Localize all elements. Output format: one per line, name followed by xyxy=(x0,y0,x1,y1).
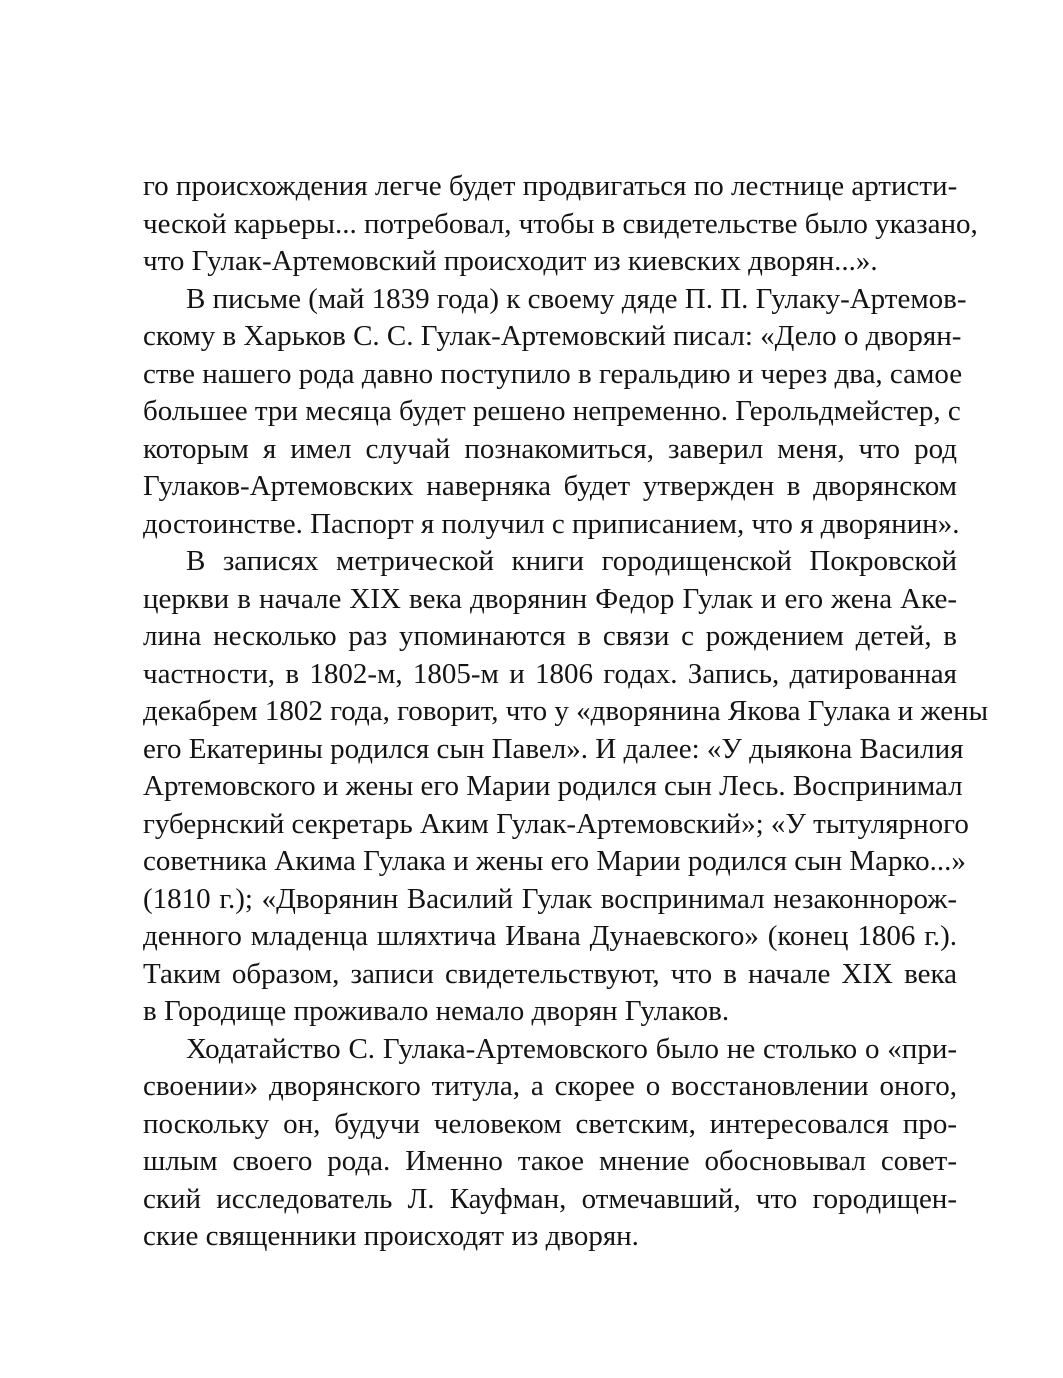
text-line: ческой карьеры... потребовал, чтобы в свидетельстве было указано, xyxy=(143,207,978,240)
text-line: стве нашего рода давно поступило в геральдию и через два, самое xyxy=(143,357,963,390)
text-line: В записях метрической книги городищенской Покровской xyxy=(186,545,957,577)
text-line: лина несколько раз упоминаются в связи с рождением детей, в xyxy=(143,620,957,652)
text-line: ский исследователь Л. Кауфман, отмечавший, что городищен- xyxy=(143,1182,957,1215)
text-line: декабрем 1802 года, говорит, что у «дворянина Якова Гулака и жены xyxy=(143,695,989,727)
text-line: Гулаков-Артемовских наверняка будет утвержден в дворянском xyxy=(143,470,957,502)
text-line: частности, в 1802-м, 1805-м и 1806 годах. Запись, датированная xyxy=(143,657,957,690)
text-line: достоинстве. Паспорт я получил с приписанием, что я дворянин». xyxy=(143,507,960,540)
paragraph-3 xyxy=(143,543,989,1031)
text-line: губернский секретарь Аким Гулак-Артемовский»; «У тытулярного xyxy=(143,807,969,840)
text-line: своении» дворянского титула, а скорее о восстановлении оного, xyxy=(143,1070,957,1102)
text-line: В письме (май 1839 года) к своему дяде П. П. Гулаку-Артемов- xyxy=(186,282,967,315)
text-line: что Гулак-Артемовский происходит из киевских дворян...». xyxy=(143,245,878,277)
text-line: скому в Харьков С. С. Гулак-Артемовский писал: «Дело о дворян- xyxy=(143,320,962,352)
paragraph-2 xyxy=(143,281,967,544)
body-text xyxy=(143,168,989,1256)
text-line: советника Акима Гулака и жены его Марии родился сын Марко...» xyxy=(143,845,966,877)
text-line: церкви в начале XIX века дворянин Федор Гулак и его жена Аке- xyxy=(143,582,957,615)
text-line: (1810 г.); «Дворянин Василий Гулак воспринимал незаконнорож- xyxy=(143,882,957,915)
paragraph-1 xyxy=(143,168,978,281)
text-line: го происхождения легче будет продвигаться по лестнице артисти- xyxy=(143,170,958,202)
text-line: в Городище проживало немало дворян Гулаков. xyxy=(143,995,730,1027)
text-line: большее три месяца будет решено непременно. Герольдмейстер, с xyxy=(143,395,961,427)
text-line: Артемовского и жены его Марии родился сын Лесь. Воспринимал xyxy=(143,770,963,802)
text-line: поскольку он, будучи человеком светским, интересовался про- xyxy=(143,1107,957,1140)
text-line: Ходатайство С. Гулака-Артемовского было не столько о «при- xyxy=(186,1032,957,1065)
text-line: шлым своего рода. Именно такое мнение обосновывал совет- xyxy=(143,1145,957,1177)
text-line: ские священники происходят из дворян. xyxy=(143,1220,639,1252)
text-line: которым я имел случай познакомиться, заверил меня, что род xyxy=(143,432,957,465)
paragraph-4 xyxy=(143,1031,957,1256)
text-line: денного младенца шляхтича Ивана Дунаевского» (конец 1806 г.). xyxy=(143,920,957,952)
text-line: Таким образом, записи свидетельствуют, что в начале XIX века xyxy=(143,957,957,990)
text-line: его Екатерины родился сын Павел». И далее: «У дыякона Василия xyxy=(143,732,964,765)
